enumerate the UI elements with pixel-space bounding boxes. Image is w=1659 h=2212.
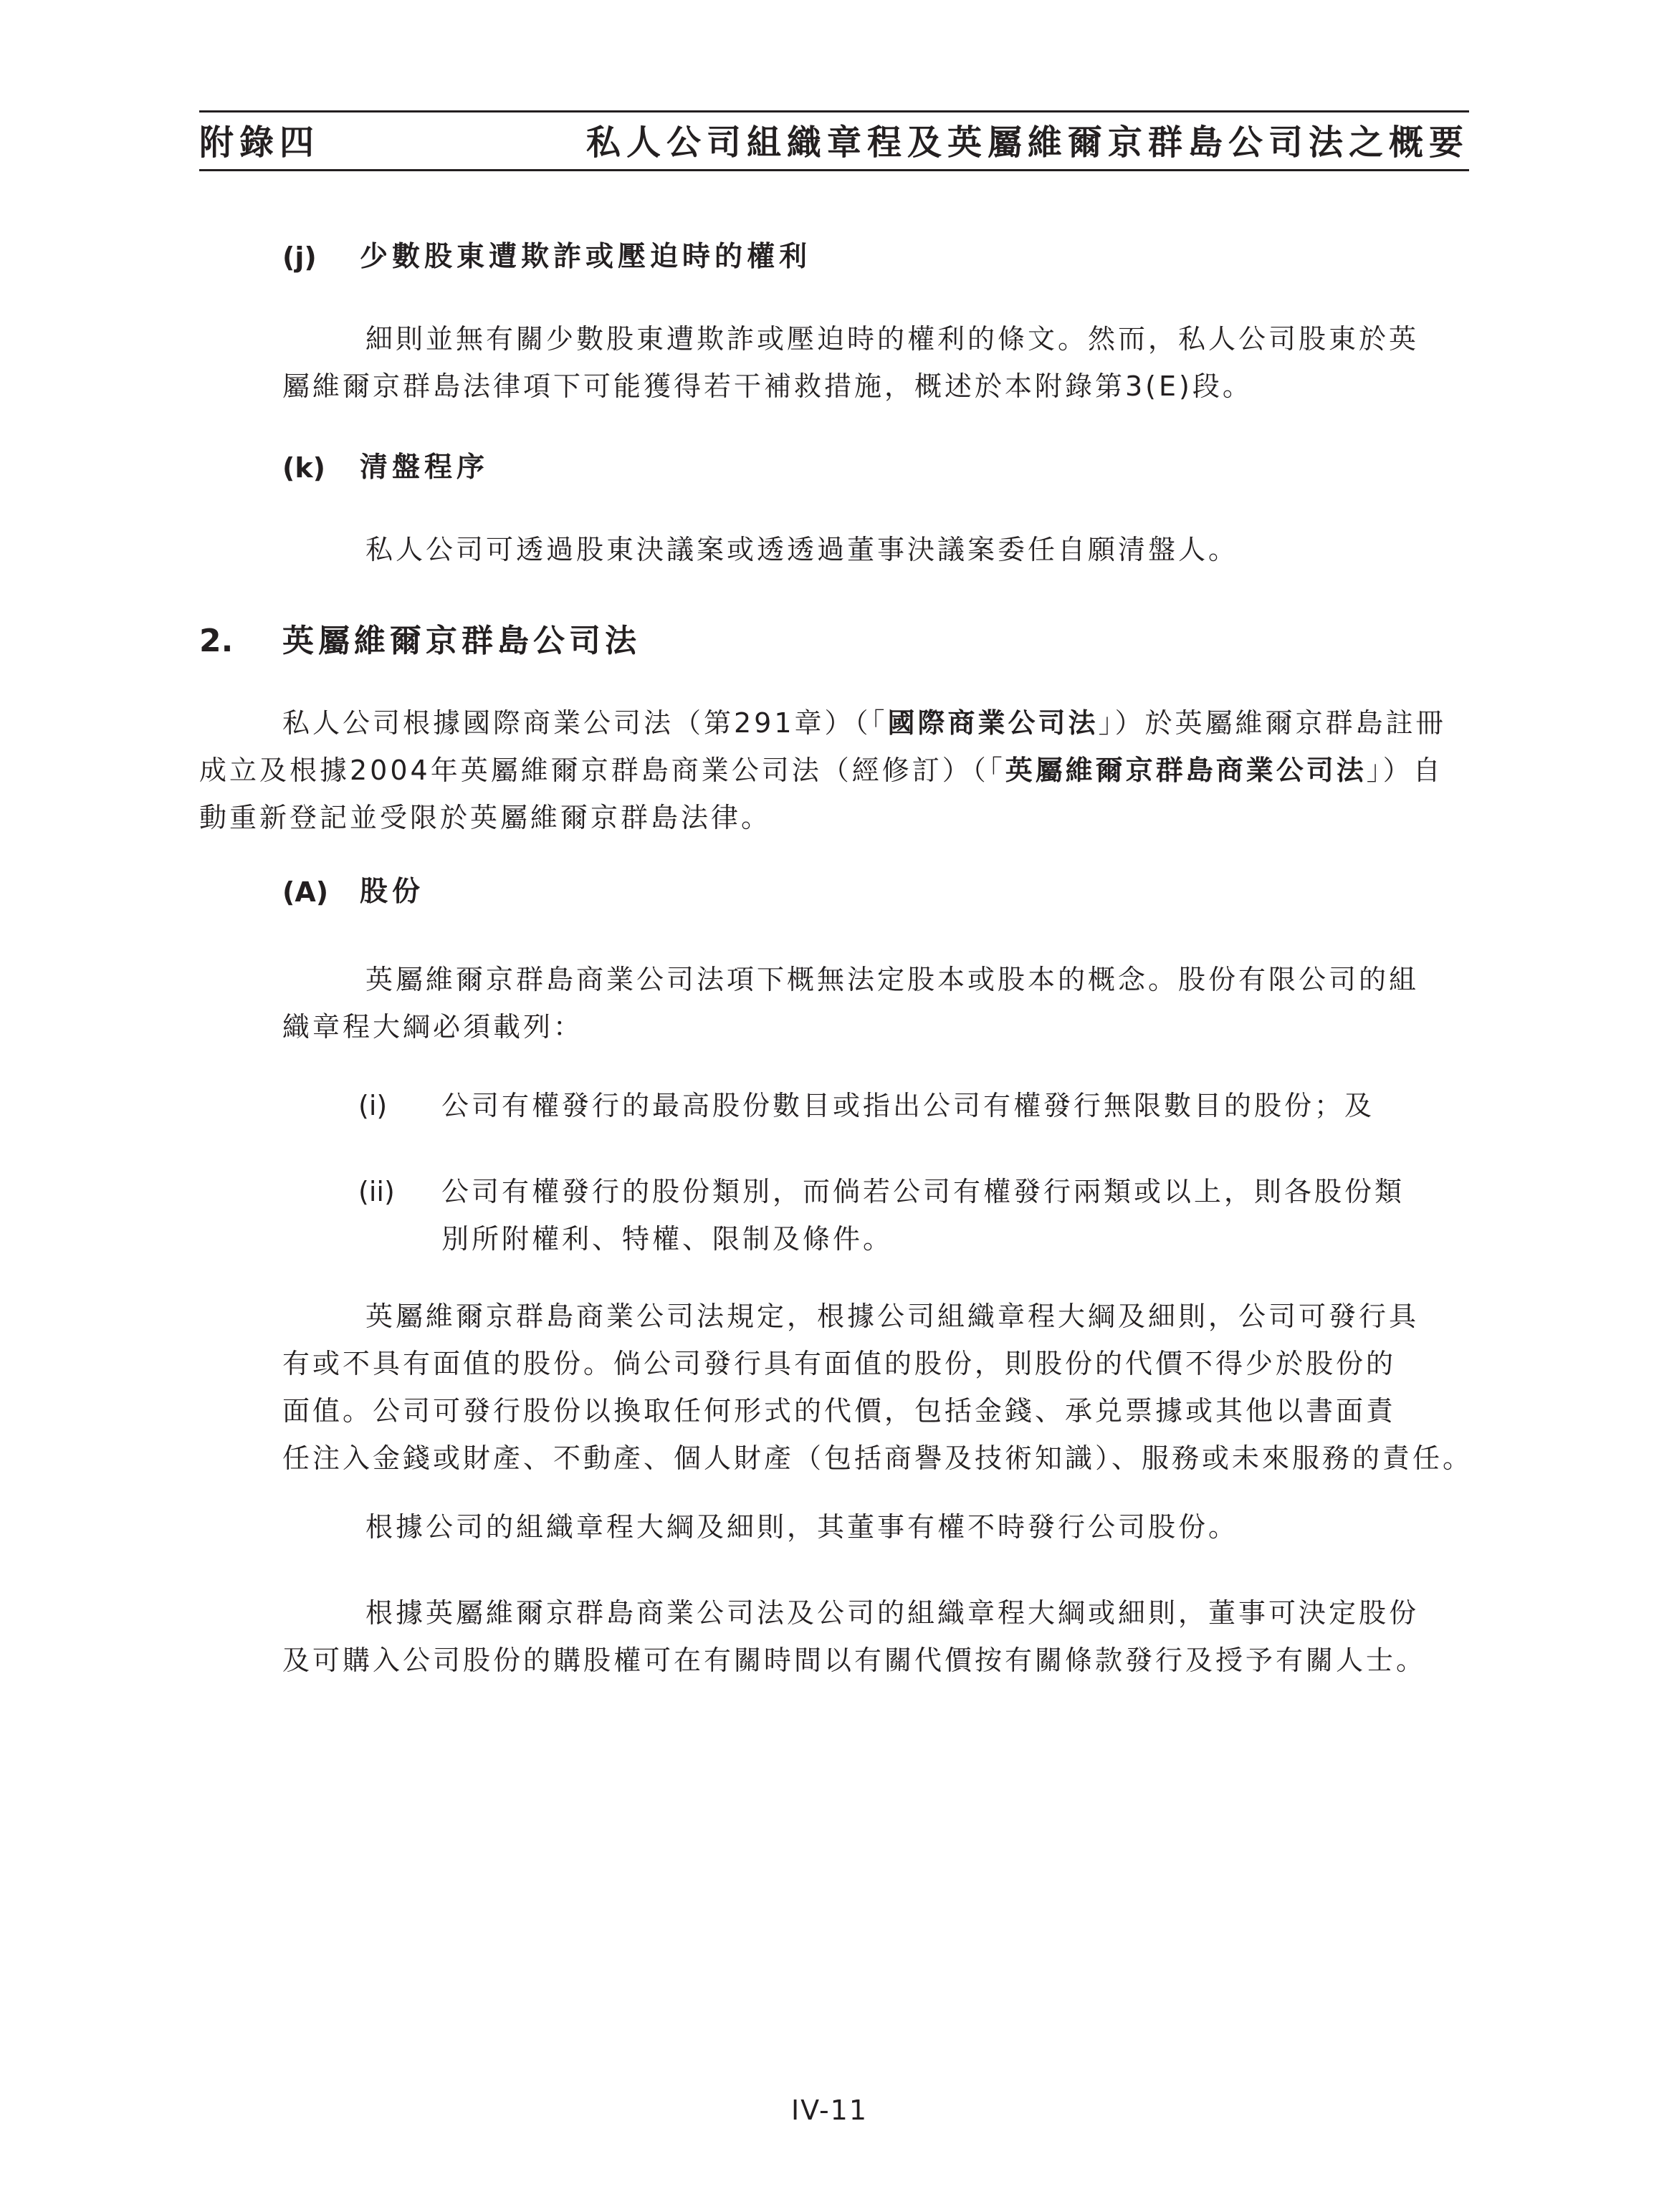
appendix-title: 私人公司組織章程及英屬維爾京群島公司法之概要 [585,123,1469,163]
text-run: 私人公司根據國際商業公司法（第291章）（「 [282,707,888,739]
section-j-paragraph [282,315,1469,410]
section-j-number: (j) [282,241,317,273]
text-line: 動重新登記並受限於英屬維爾京群島法律。 [199,802,772,833]
text-line: 根據公司的組織章程大綱及細則，其董事有權不時發行公司股份。 [365,1511,1239,1543]
section-2-number: 2. [199,623,234,659]
section-A-number: (A) [282,876,329,908]
text-run: 」）自 [1366,755,1443,786]
text-run: 」）於英屬維爾京群島註冊 [1098,707,1446,739]
appendix-label: 附錄四 [199,123,320,163]
text-line: 面值。公司可發行股份以換取任何形式的代價，包括金錢、承兑票據或其他以書面責 [282,1395,1397,1427]
text-line: 英屬維爾京群島商業公司法項下概無法定股本或股本的概念。股份有限公司的組 [365,964,1420,995]
text-line: 私人公司可透過股東決議案或透透過董事決議案委任自願清盤人。 [365,534,1239,565]
section-A-paragraph-4 [282,1589,1469,1684]
section-A-paragraph-3 [282,1503,1469,1551]
text-line: 英屬維爾京群島商業公司法規定，根據公司組織章程大綱及細則，公司可發行具 [365,1301,1420,1332]
section-k-paragraph [282,526,1469,573]
text-line [199,699,1469,747]
text-line: 及可購入公司股份的購股權可在有關時間以有關代價按有關條款發行及授予有關人士。 [282,1644,1427,1676]
text-line: 公司有權發行的股份類別，而倘若公司有權發行兩類或以上，則各股份類 [441,1176,1405,1207]
list-item-number: (ii) [358,1176,395,1207]
defined-term: 國際商業公司法 [887,707,1099,739]
text-line [199,747,1469,794]
section-k-number: (k) [282,452,326,484]
section-A-paragraph-1 [282,956,1469,1050]
list-item [358,1168,1469,1263]
list-item [358,1082,1469,1129]
text-line: 根據英屬維爾京群島商業公司法及公司的組織章程大綱或細則，董事可決定股份 [365,1597,1420,1629]
text-line: 公司有權發行的最高股份數目或指出公司有權發行無限數目的股份；及 [441,1090,1375,1121]
section-A-title: 股份 [360,876,425,908]
text-line: 有或不具有面值的股份。倘公司發行具有面值的股份，則股份的代價不得少於股份的 [282,1348,1397,1379]
list-item-number: (i) [358,1090,388,1121]
section-j-title: 少數股東遭欺詐或壓迫時的權利 [360,241,812,273]
section-k-title: 清盤程序 [360,451,489,484]
section-2-title: 英屬維爾京群島公司法 [282,623,641,659]
header-top-rule [199,110,1469,112]
text-line: 任注入金錢或財產、不動產、個人財產（包括商譽及技術知識）、服務或未來服務的責任。 [282,1442,1473,1474]
section-2-paragraph [199,699,1469,841]
text-line: 細則並無有關少數股東遭欺詐或壓迫時的權利的條文。然而，私人公司股東於英 [365,323,1420,355]
section-A-paragraph-2 [282,1293,1473,1482]
text-run: 成立及根據2004年英屬維爾京群島商業公司法（經修訂）（「 [199,755,1005,786]
text-line: 別所附權利、特權、限制及條件。 [441,1223,894,1255]
text-line: 屬維爾京群島法律項下可能獲得若干補救措施，概述於本附錄第3(E)段。 [282,370,1253,402]
header-bottom-rule [199,169,1469,171]
text-line: 織章程大綱必須載列： [282,1011,584,1043]
defined-term: 英屬維爾京群島商業公司法 [1005,755,1367,786]
page-number: IV-11 [790,2094,869,2126]
